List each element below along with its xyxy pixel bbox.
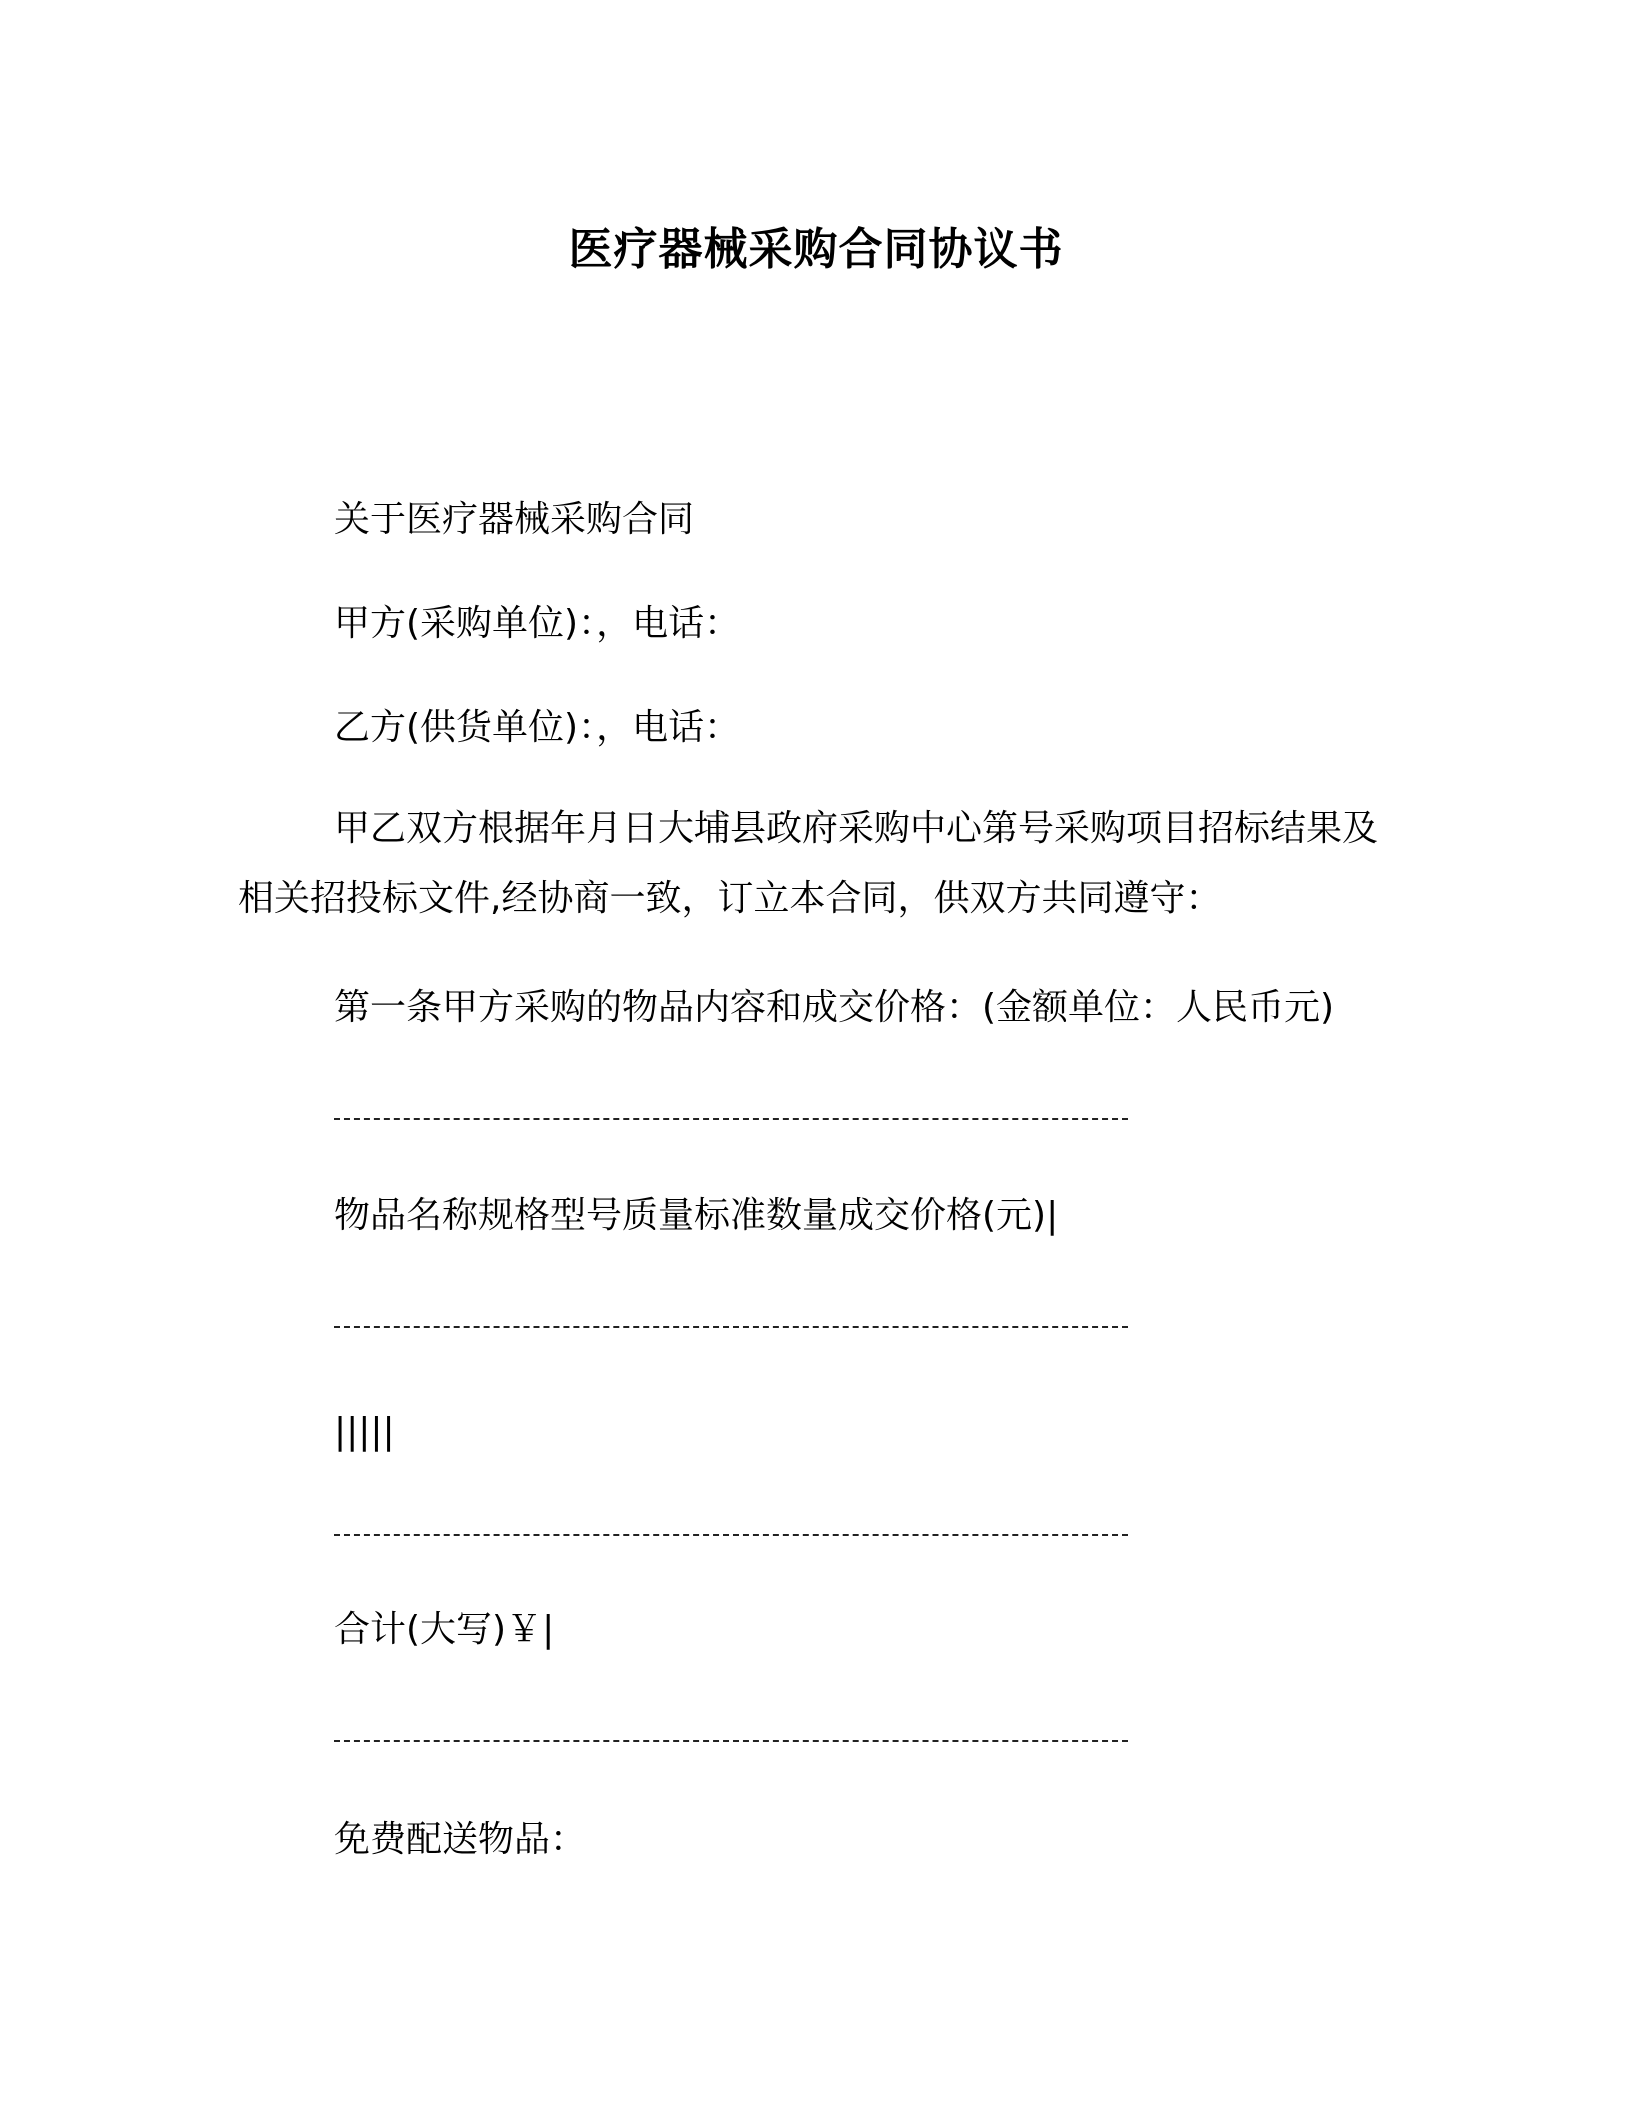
table-total-row: 合计(大写)￥| [334, 1609, 555, 1650]
table-divider-row [334, 1534, 1128, 1536]
preamble-paragraph: 甲乙双方根据年月日大埔县政府采购中心第号采购项目招标结果及相关招投标文件,经协商一致，订立本合同，供双方共同遵守： [238, 808, 1379, 919]
document-title: 医疗器械采购合同协议书 [568, 224, 1064, 275]
table-divider-top [334, 1118, 1128, 1120]
table-divider-header [334, 1326, 1128, 1328]
subject-line: 关于医疗器械采购合同 [334, 499, 695, 540]
article-1-heading: 第一条甲方采购的物品内容和成交价格：(金额单位：人民币元) [334, 987, 1335, 1028]
table-empty-row: ||||| [334, 1411, 395, 1452]
table-divider-bottom [334, 1740, 1128, 1742]
party-b-line: 乙方(供货单位)：，电话： [334, 707, 741, 748]
free-delivery-line: 免费配送物品： [334, 1819, 587, 1860]
table-header-row: 物品名称规格型号质量标准数量成交价格(元)| [334, 1195, 1059, 1236]
party-a-line: 甲方(采购单位)：，电话： [334, 603, 741, 644]
